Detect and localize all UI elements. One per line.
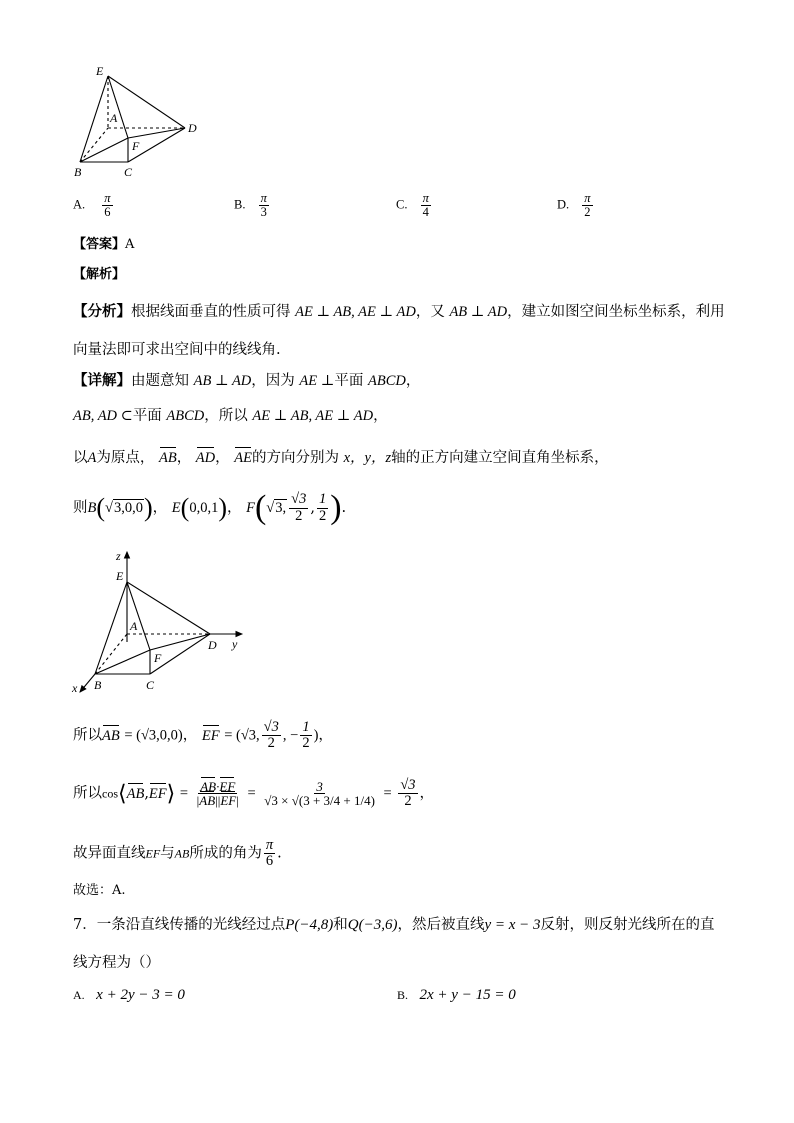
conclusion-line — [73, 838, 282, 869]
vector-line: 所以AB = (√3,0,0)， EF = (√3, $\frac{√3}{2}$ , − $\frac{1}{2}$ )， — [73, 719, 333, 752]
cos-line: 所以cos⟨AB,EF⟩ = $\frac{AB\cdot EF}{|AB||EF|}$ = $\frac{3}{√3 \times √(3 + 3/4 + 1/4)}$ = $\frac{√3}{2}$ ， — [73, 777, 435, 810]
vector-ad: AD — [195, 450, 216, 466]
frac-den: 6 — [265, 853, 274, 870]
frac-num: 1 — [318, 491, 327, 508]
line-ab: AB — [174, 846, 190, 861]
vector-ef: EF — [148, 785, 167, 802]
select-line: 故选：A. — [73, 883, 126, 898]
vector-ab: AB — [126, 785, 145, 802]
vector-ab-value: = (√3,0,0) — [124, 727, 183, 744]
choice-letter: A. — [73, 197, 86, 212]
frac-den: 2 — [295, 507, 303, 524]
subset-math: AE ⊥ AB, AE ⊥ AD — [252, 408, 374, 424]
analysis-tag: 【解析】 — [73, 267, 126, 282]
q7-point-p: P(−4,8) — [285, 917, 334, 933]
choice-den: 2 — [584, 205, 591, 220]
conclusion-text: 与 — [160, 845, 175, 862]
choice-num: π — [260, 191, 267, 205]
coords-text: 则 — [73, 500, 88, 516]
cos-den: √3 × √(3 + 3/4 + 1/4) — [264, 793, 375, 809]
label-c: C — [124, 165, 133, 179]
subset-text: ， — [373, 408, 388, 424]
choice-a[interactable] — [73, 192, 115, 219]
coord-e: 0,0,1 — [189, 500, 219, 516]
fenxi-math: AE ⊥ AB, AE ⊥ AD — [295, 304, 416, 320]
frac-den: 2 — [302, 735, 310, 752]
origin-text: 为原点， — [96, 450, 155, 466]
answer-value: A — [125, 237, 135, 252]
origin-axes: x，y，z — [343, 450, 392, 466]
pyramid-figure-1 — [70, 62, 210, 182]
vector-ab: AB — [102, 727, 120, 744]
q7-text: 反射，则反射光线所在的直 — [540, 917, 715, 933]
vector-sep: , − — [282, 727, 299, 744]
frac-den: 2 — [267, 735, 275, 752]
fenxi-line-2: 向量法即可求出空间中的线线角. — [73, 342, 281, 358]
fenxi-text: 根据线面垂直的性质可得 — [131, 304, 291, 320]
q7-option-a[interactable] — [73, 987, 185, 1004]
label-a: A — [110, 111, 118, 125]
option-equation: x + 2y − 3 = 0 — [96, 987, 185, 1003]
question-7-line-2: 线方程为（） — [73, 955, 160, 971]
choice-c[interactable] — [396, 192, 433, 219]
label-f: F — [132, 139, 140, 153]
xiangjie-tag: 【详解】 — [73, 372, 131, 389]
vector-text: 所以 — [73, 727, 102, 744]
fenxi-text: ，又 — [415, 304, 445, 320]
fenxi-text: ，建立如图空间坐标坐标系，利用 — [507, 304, 725, 320]
axis-label-z: z — [116, 549, 121, 563]
label-e: E — [96, 64, 104, 78]
choice-num: π — [104, 191, 111, 205]
label-f: F — [154, 651, 162, 665]
xiangjie-math: ABCD — [367, 373, 406, 389]
vector-ef-value: = (√3, — [224, 727, 260, 744]
conclusion-text: 故异面直线 — [73, 845, 146, 862]
vector-ab: AB — [158, 450, 177, 466]
xiangjie-math: AE ⊥ — [299, 373, 335, 389]
choice-letter: C. — [396, 197, 408, 212]
vector-end: )， — [313, 727, 333, 744]
q7-mirror-line: y = x − 3 — [484, 917, 541, 933]
origin-text: 轴的正方向建立空间直角坐标系， — [391, 450, 609, 466]
subset-text: 平面 — [132, 408, 162, 424]
cos-fn: cos — [102, 786, 118, 801]
point-f: F — [246, 500, 255, 516]
pyramid-figure-2-with-axes — [70, 546, 260, 698]
q7-option-b[interactable] — [397, 987, 516, 1004]
point-e: E — [171, 500, 181, 516]
subset-math: ABCD — [166, 408, 205, 424]
vector-ef: EF — [201, 727, 220, 744]
axis-label-x: x — [72, 681, 78, 695]
frac-den: 2 — [318, 507, 327, 524]
frac-num: √3 — [291, 491, 307, 508]
label-a: A — [130, 619, 138, 633]
fenxi-line-1 — [73, 300, 725, 321]
fenxi-math: AB ⊥ AD — [449, 304, 508, 320]
answer-tag: 【答案】 — [73, 237, 126, 252]
q7-text: 和 — [333, 917, 348, 933]
cos-end: ， — [419, 785, 435, 802]
xiangjie-text: ，因为 — [251, 373, 295, 389]
choice-num: π — [422, 191, 429, 205]
option-letter: A. — [73, 988, 85, 1002]
frac-num: π — [265, 837, 274, 853]
xiangjie-text: ， — [405, 373, 421, 389]
coord-f: 3, — [275, 500, 287, 516]
xiangjie-text: 平面 — [334, 373, 364, 389]
label-b: B — [74, 165, 82, 179]
point-b: B — [87, 500, 97, 516]
origin-point: A — [87, 450, 97, 466]
origin-text: 以 — [73, 450, 88, 466]
label-d: D — [208, 638, 217, 652]
origin-text: 的方向分别为 — [251, 450, 339, 466]
label-c: C — [146, 678, 155, 692]
xiangjie-line — [73, 369, 420, 390]
conclusion-end: . — [277, 845, 282, 862]
line-ef: EF — [145, 846, 161, 861]
choice-d[interactable] — [557, 192, 595, 219]
subset-line — [73, 404, 388, 425]
q7-text: 7．一条沿直线传播的光线经过点 — [73, 917, 286, 933]
coords-line: 则B(√3,0,0)， E(0,0,1)， F(√3, $\frac{√3}{2}$ , $\frac{1}{2}$ ). — [73, 489, 347, 526]
xiangjie-text: 由题意知 — [131, 373, 189, 389]
xiangjie-math: AB ⊥ AD — [193, 373, 252, 389]
subset-math: AB, AD ⊂ — [73, 408, 133, 424]
q7-point-q: Q(−3,6) — [347, 917, 398, 933]
vector-ae: AE — [234, 450, 252, 466]
cos-text: 所以 — [73, 785, 102, 802]
cos-result-num: √3 — [400, 777, 416, 793]
fenxi-tag: 【分析】 — [73, 303, 131, 320]
question-7-line-1 — [73, 913, 715, 934]
choice-den: 3 — [260, 205, 267, 220]
cos-num: 3 — [316, 778, 323, 794]
axis-label-y: y — [232, 637, 238, 651]
choice-letter: D. — [557, 197, 570, 212]
choice-num: π — [584, 191, 591, 205]
choice-letter: B. — [234, 197, 246, 212]
label-d: D — [188, 121, 197, 135]
conclusion-text: 所成的角为 — [189, 845, 262, 862]
answer-line — [73, 233, 134, 252]
choice-den: 4 — [422, 205, 429, 220]
label-b: B — [94, 678, 102, 692]
frac-num: 1 — [302, 719, 310, 735]
option-letter: B. — [397, 988, 409, 1002]
choice-b[interactable] — [234, 192, 271, 219]
frac-num: √3 — [263, 719, 279, 735]
choice-den: 6 — [104, 205, 111, 220]
label-e: E — [116, 569, 124, 583]
q7-text: ，然后被直线 — [397, 917, 485, 933]
subset-text: ，所以 — [204, 408, 248, 424]
cos-result-den: 2 — [404, 793, 412, 810]
origin-line: 以A为原点， AB， AD， AE的方向分别为 x，y，z轴的正方向建立空间直角坐标系， — [73, 450, 609, 466]
option-equation: 2x + y − 15 = 0 — [419, 987, 516, 1003]
coord-b: 3,0,0 — [114, 500, 143, 516]
